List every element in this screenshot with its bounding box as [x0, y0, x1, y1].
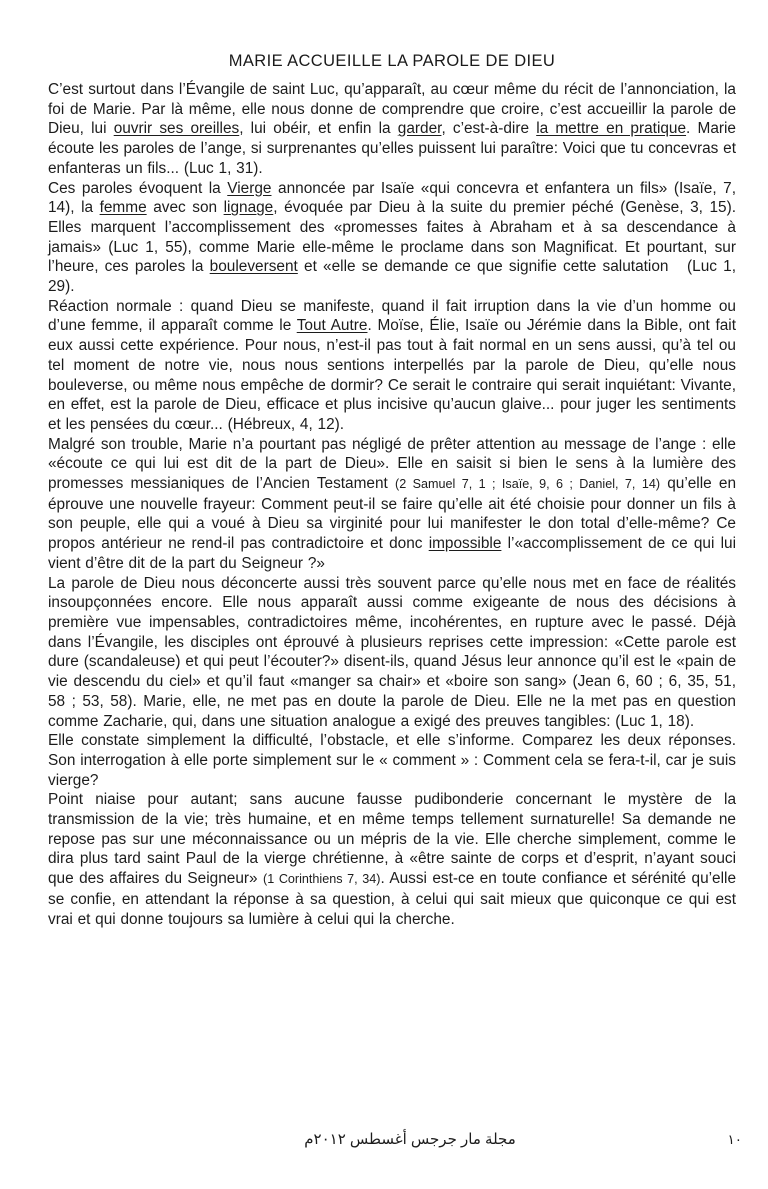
underlined-text: Vierge [227, 179, 272, 197]
body-text: , évoquée par Dieu à la suite du premier péché (Genèse, 3, 15). Elles marquent l’accomplissement des «promesses faites à Abraham et à sa descendance à jamais» (Luc 1, 55), comme Marie elle-même le proclame dans son Magnificat. Et pourtant, sur l’heure, ces paroles la [48, 199, 736, 276]
body-text: Ces paroles évoquent la [48, 179, 228, 197]
body-text: Elle constate simplement la difficulté, l’obstacle, et elle s’informe. Comparez les deux réponses. Son interrogation à elle porte simplement sur le « comment » : Comment cela se fera-t-il, car je suis vierge? [48, 732, 736, 789]
scripture-citation: (2 Samuel 7, 1 ; Isaïe, 9, 6 ; Daniel, 7, 14) [395, 477, 661, 492]
body-text: Malgré son trouble, Marie n’a pourtant pas négligé de prêter attention au message de l’ange : elle «écoute ce qui lui est dit de la part de Dieu». Elle en saisit si bien le sens à la lumière des promesses messianiques de l’Ancien Testament [48, 435, 736, 493]
body-text: , c’est-à-dire [441, 120, 537, 138]
paragraph [48, 435, 736, 574]
body-text: Point niaise pour autant; sans aucune fausse pudibonderie concernant le mystère de la transmission de la vie; très humaine, et en même temps tellement surnaturelle! Sa demande ne repose pas sur une méconnaissance ou un mépris de la vie. Elle cherche simplement, comme le dira plus tard saint Paul de la vierge chrétienne, à «être sainte de corps et d’esprit, n’ayant souci que des affaires du Seigneur» [48, 791, 736, 888]
body-text: avec son [146, 199, 224, 217]
underlined-text: Tout Autre [296, 317, 368, 335]
body-text: . Marie écoute les paroles de l’ange, si surprenantes qu’elles puissent lui paraître: Voici que tu concevras et enfanteras un fils... (Luc 1, 31). [48, 120, 736, 177]
paragraph [48, 574, 736, 732]
body-text: et «elle se demande ce que signifie cette salutation (Luc 1, 29). [48, 258, 736, 296]
paragraph [48, 179, 736, 297]
body-text: , lui obéir, et enfin la [239, 120, 398, 138]
page-title: MARIE ACCUEILLE LA PAROLE DE DIEU [228, 52, 556, 70]
page-footer [0, 1128, 768, 1158]
document-body [48, 80, 736, 929]
paragraph [48, 731, 736, 790]
body-text: qu’elle en éprouve une nouvelle frayeur: Comment peut-il se faire qu’elle ait été choisie pour donner un fils à son peuple, elle qui a voué à Dieu sa virginité pour lui manifester le don total d’elle-même? Ce propos antérieur ne rend-il pas contradictoire et donc [48, 475, 737, 553]
paragraph [48, 297, 736, 435]
paragraph [48, 80, 736, 179]
footer-page-number: ١٠ [727, 1132, 742, 1147]
body-text: La parole de Dieu nous déconcerte aussi très souvent parce qu’elle nous met en face de réalités insoupçonnées encore. Elle nous apparaît aussi comme exigeante de nous des décisions à première vue impensables, contradictoires même, incohérentes, en rupture avec le passé. Déjà dans l’Évangile, les disciples ont éprouvé à plusieurs reprises cette impression: «Cette parole est dure (scandaleuse) et qui peut l’écouter?» disent-ils, quand Jésus leur annonce qu’il est le «pain de vie descendu du ciel» et qu’il faut «manger sa chair» et «boire son sang» (Jean 6, 60 ; 6, 35, 51, 58 ; 53, 58). Marie, elle, ne met pas en doute la parole de Dieu. Elle ne la met pas en question comme Zacharie, qui, dans une situation analogue a exigé des preuves tangibles: (Luc 1, 18). [48, 574, 736, 730]
body-text: annoncée par Isaïe «qui concevra et enfantera un fils» (Isaïe, 7, 14), la [48, 179, 736, 217]
underlined-text: ouvrir ses oreilles [113, 120, 240, 138]
body-text: C’est surtout dans l’Évangile de saint Luc, qu’apparaît, au cœur même du récit de l’annonciation, la foi de Marie. Par là même, elle nous donne de comprendre que croire, c’est accueillir la parole de Dieu, lui [48, 81, 736, 138]
underlined-text: bouleversent [209, 258, 298, 276]
underlined-text: femme [99, 199, 147, 217]
body-text: . Aussi est-ce en toute confiance et sérénité qu’elle se confie, en attendant la réponse à sa question, à celui qui sait mieux que quiconque ce qui est vrai et qui donne toujours sa lumière à celui qui la cherche. [48, 870, 736, 928]
paragraph [48, 790, 736, 929]
underlined-text: lignage [223, 199, 274, 217]
document-page [48, 52, 736, 929]
footer-journal-title: مجلة مار جرجس أغسطس ٢٠١٢م [304, 1131, 516, 1148]
underlined-text: la mettre en pratique [536, 120, 687, 138]
body-text: Réaction normale : quand Dieu se manifeste, quand il fait irruption dans la vie d’un homme ou d’une femme, il apparaît comme le [48, 297, 736, 335]
body-text: . Moïse, Élie, Isaïe ou Jérémie dans la Bible, ont fait eux aussi cette expérience. Pour nous, n’est-il pas tout à fait normal en un sens aussi, qu’à tel ou tel moment de notre vie, nous nous sentions interpellés par la parole de Dieu, qu’elle nous bouleverse, ou même nous empêche de dormir? Ce serait le contraire qui serait inquiétant: Vivante, en effet, est la parole de Dieu, efficace et plus incisive qu’aucun glaive... pour juger les sentiments et les pensées du cœur... (Hébreux, 4, 12). [48, 317, 736, 433]
underlined-text: impossible [428, 535, 502, 553]
scripture-citation: (1 Corinthiens 7, 34) [263, 872, 381, 887]
body-text: l’«accomplissement de ce qui lui vient d’être dit de la part du Seigneur ?» [48, 535, 736, 572]
underlined-text: garder [397, 120, 442, 138]
